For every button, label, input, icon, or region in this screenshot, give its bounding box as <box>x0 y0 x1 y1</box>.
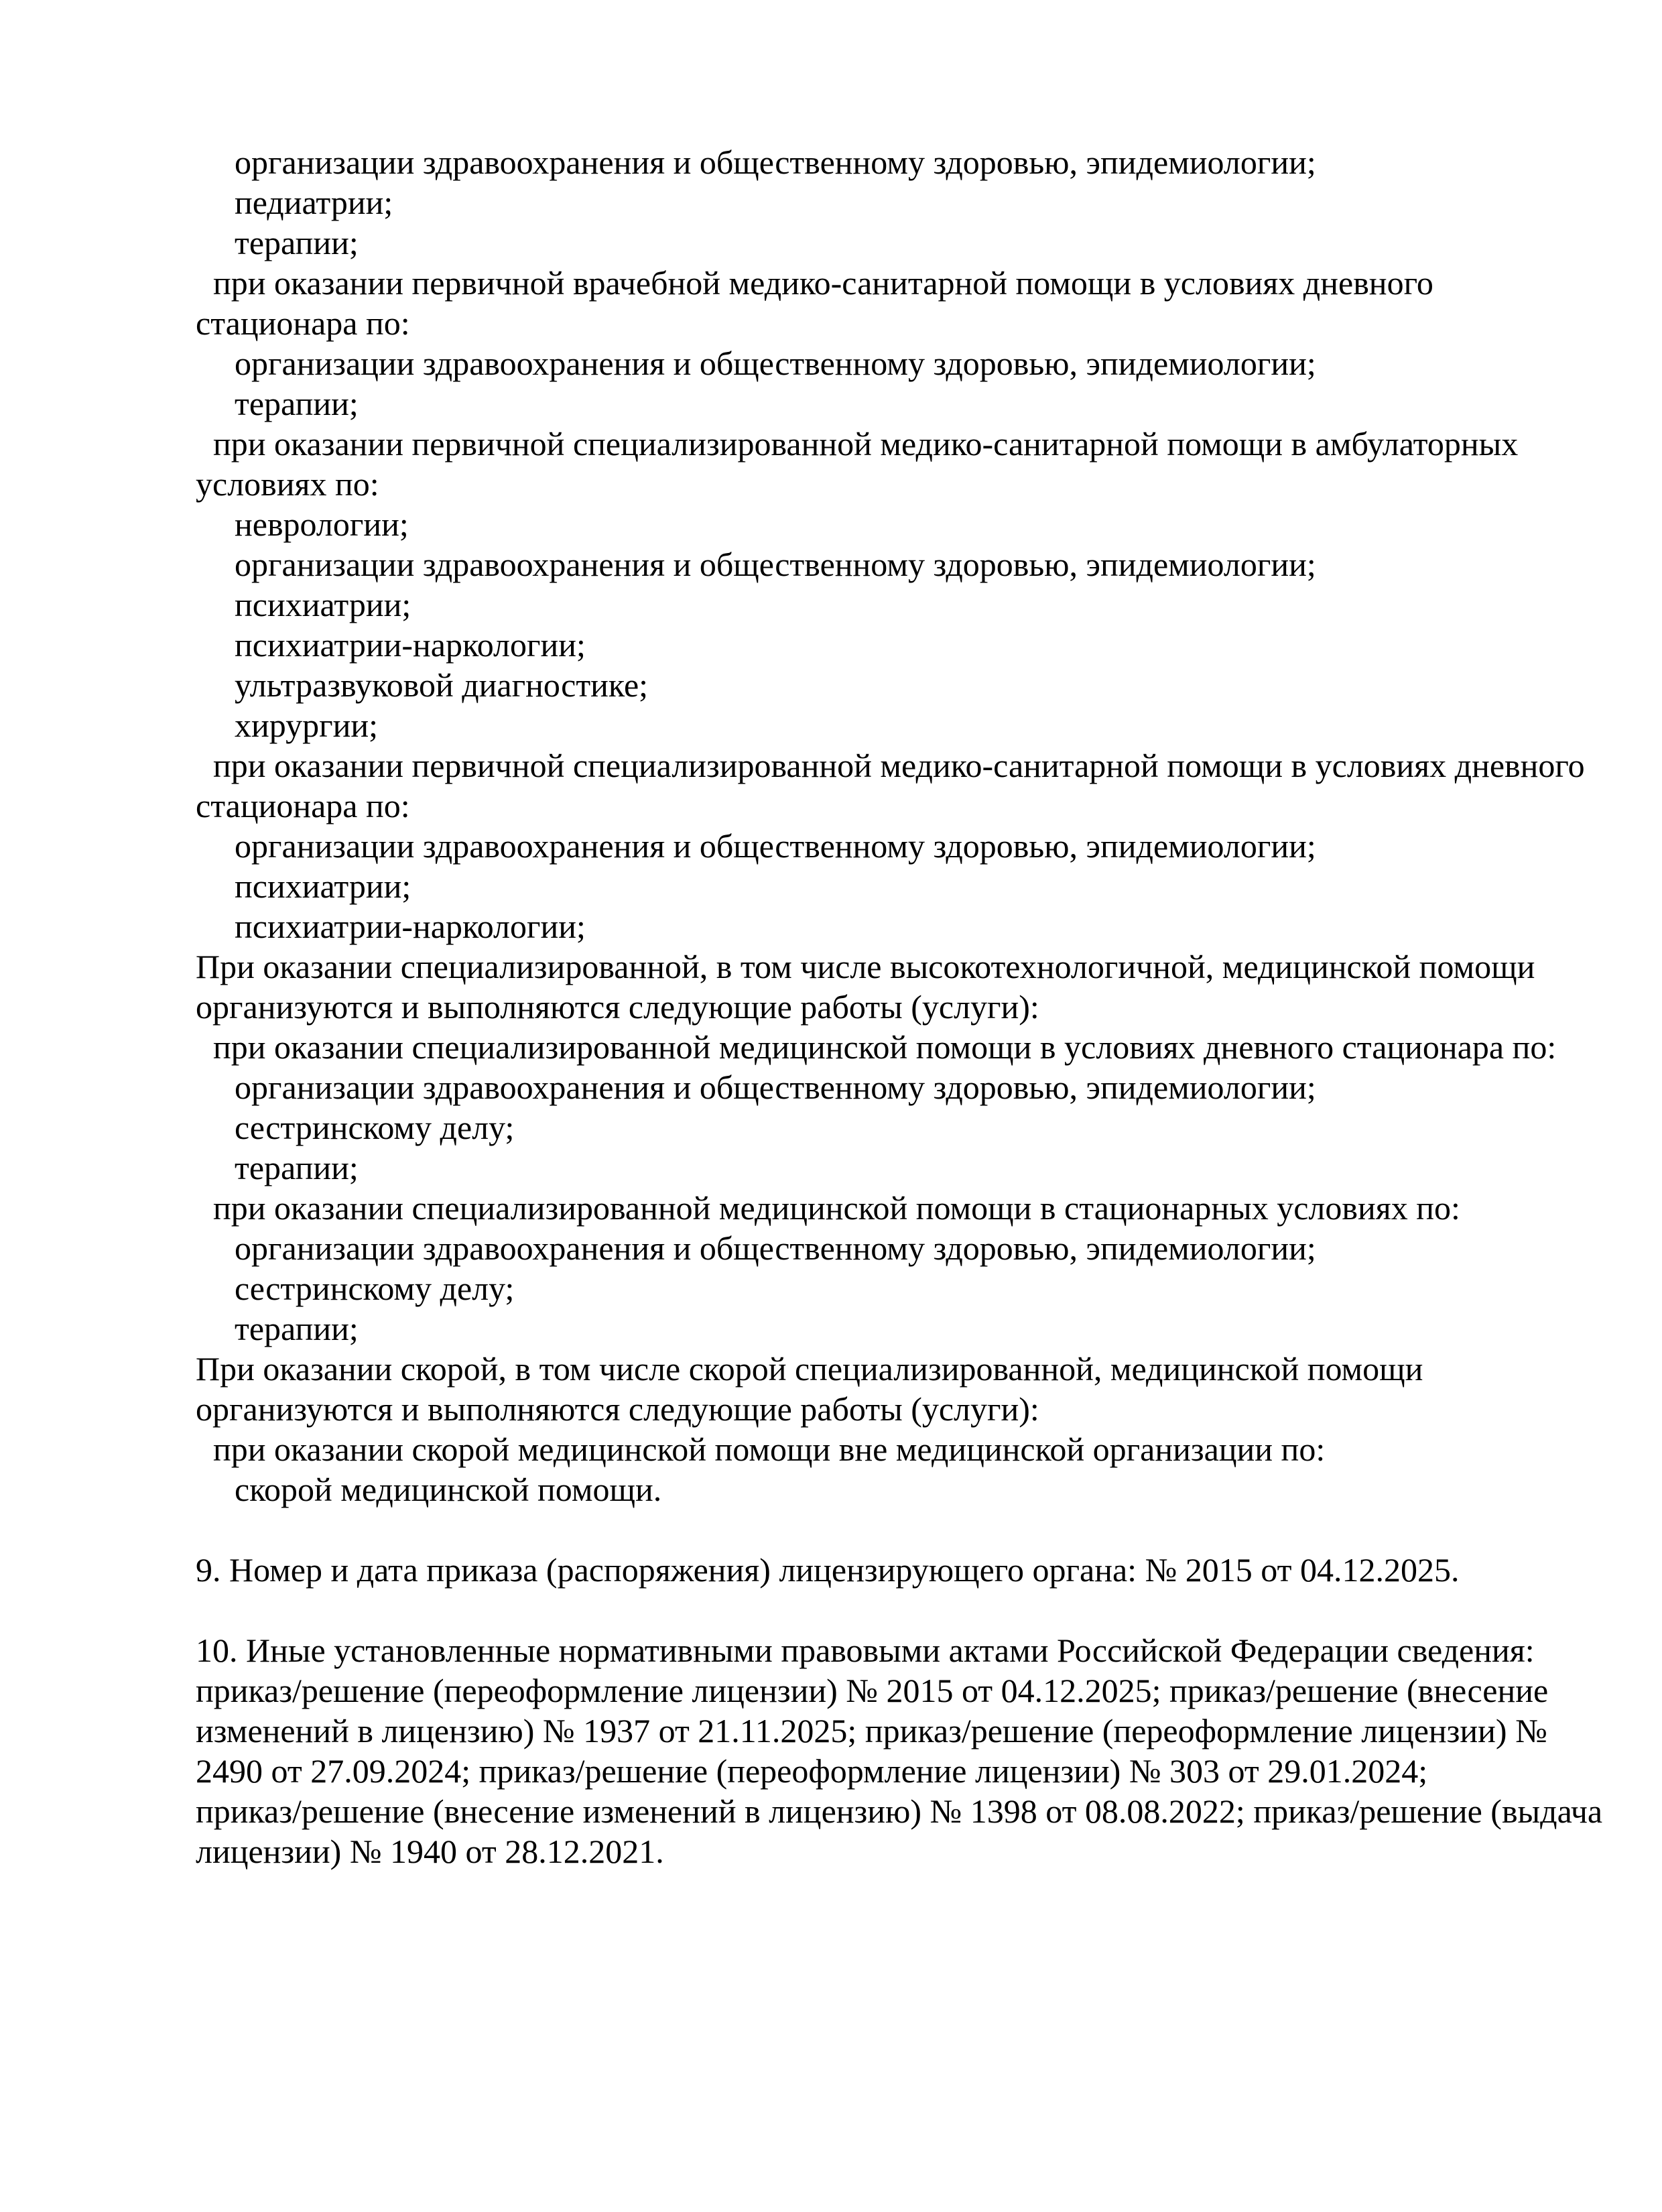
text-line: терапии; <box>235 1149 359 1186</box>
text-line: 9. Номер и дата приказа (распоряжения) лицензирующего органа: № 2015 от 04.12.2025. <box>196 1551 1460 1589</box>
text-line: лицензии) № 1940 от 28.12.2021. <box>196 1833 664 1870</box>
text-line: изменений в лицензию) № 1937 от 21.11.2025; приказ/решение (переоформление лицензии) № <box>196 1712 1547 1749</box>
text-line: хирургии; <box>235 706 379 744</box>
text-line: неврологии; <box>235 505 409 543</box>
text-line: 10. Иные установленные нормативными правовыми актами Российской Федерации сведения: <box>196 1632 1535 1669</box>
text-line: При оказании специализированной, в том числе высокотехнологичной, медицинской помощи <box>196 948 1535 985</box>
text-line: сестринскому делу; <box>235 1109 515 1146</box>
text-line: организации здравоохранения и общественному здоровью, эпидемиологии; <box>235 1229 1316 1267</box>
text-line: при оказании первичной специализированной медико-санитарной помощи в условиях дневного <box>213 747 1585 784</box>
text-line: приказ/решение (переоформление лицензии) № 2015 от 04.12.2025; приказ/решение (внесение <box>196 1672 1549 1709</box>
text-line: при оказании скорой медицинской помощи вне медицинской организации по: <box>213 1430 1326 1468</box>
text-line: психиатрии; <box>235 867 411 905</box>
text-line: ультразвуковой диагностике; <box>235 666 649 704</box>
text-line: при оказании первичной врачебной медико-санитарной помощи в условиях дневного <box>213 264 1433 302</box>
text-line: организации здравоохранения и общественному здоровью, эпидемиологии; <box>235 1068 1316 1106</box>
blank-line <box>196 1510 1622 1550</box>
text-line: организации здравоохранения и общественному здоровью, эпидемиологии; <box>235 345 1316 382</box>
text-line: психиатрии-наркологии; <box>235 908 586 945</box>
text-line: приказ/решение (внесение изменений в лицензию) № 1398 от 08.08.2022; приказ/решение (выдача <box>196 1792 1603 1830</box>
text-line: терапии; <box>235 224 359 261</box>
text-line: при оказании специализированной медицинской помощи в условиях дневного стационара по: <box>213 1028 1557 1066</box>
text-line: психиатрии-наркологии; <box>235 626 586 664</box>
text-line: При оказании скорой, в том числе скорой специализированной, медицинской помощи <box>196 1350 1423 1388</box>
text-line: условиях по: <box>196 465 379 503</box>
text-line: педиатрии; <box>235 184 393 221</box>
text-line: 2490 от 27.09.2024; приказ/решение (переоформление лицензии) № 303 от 29.01.2024; <box>196 1752 1428 1790</box>
text-line: организуются и выполняются следующие работы (услуги): <box>196 988 1039 1026</box>
text-line: при оказании специализированной медицинской помощи в стационарных условиях по: <box>213 1189 1460 1227</box>
text-line: терапии; <box>235 385 359 422</box>
text-line: организации здравоохранения и общественному здоровью, эпидемиологии; <box>235 827 1316 865</box>
text-line: терапии; <box>235 1310 359 1347</box>
document-lines <box>196 142 1622 1871</box>
text-line: при оказании первичной специализированной медико-санитарной помощи в амбулаторных <box>213 425 1519 463</box>
text-line: организации здравоохранения и общественному здоровью, эпидемиологии; <box>235 143 1316 181</box>
text-line: психиатрии; <box>235 586 411 623</box>
text-line: стационара по: <box>196 787 410 824</box>
text-line: сестринскому делу; <box>235 1270 515 1307</box>
text-line: организации здравоохранения и общественному здоровью, эпидемиологии; <box>235 546 1316 583</box>
text-line: организуются и выполняются следующие работы (услуги): <box>196 1390 1039 1428</box>
text-line: скорой медицинской помощи. <box>235 1471 662 1508</box>
text-line: стационара по: <box>196 304 410 342</box>
blank-line <box>196 1590 1622 1630</box>
